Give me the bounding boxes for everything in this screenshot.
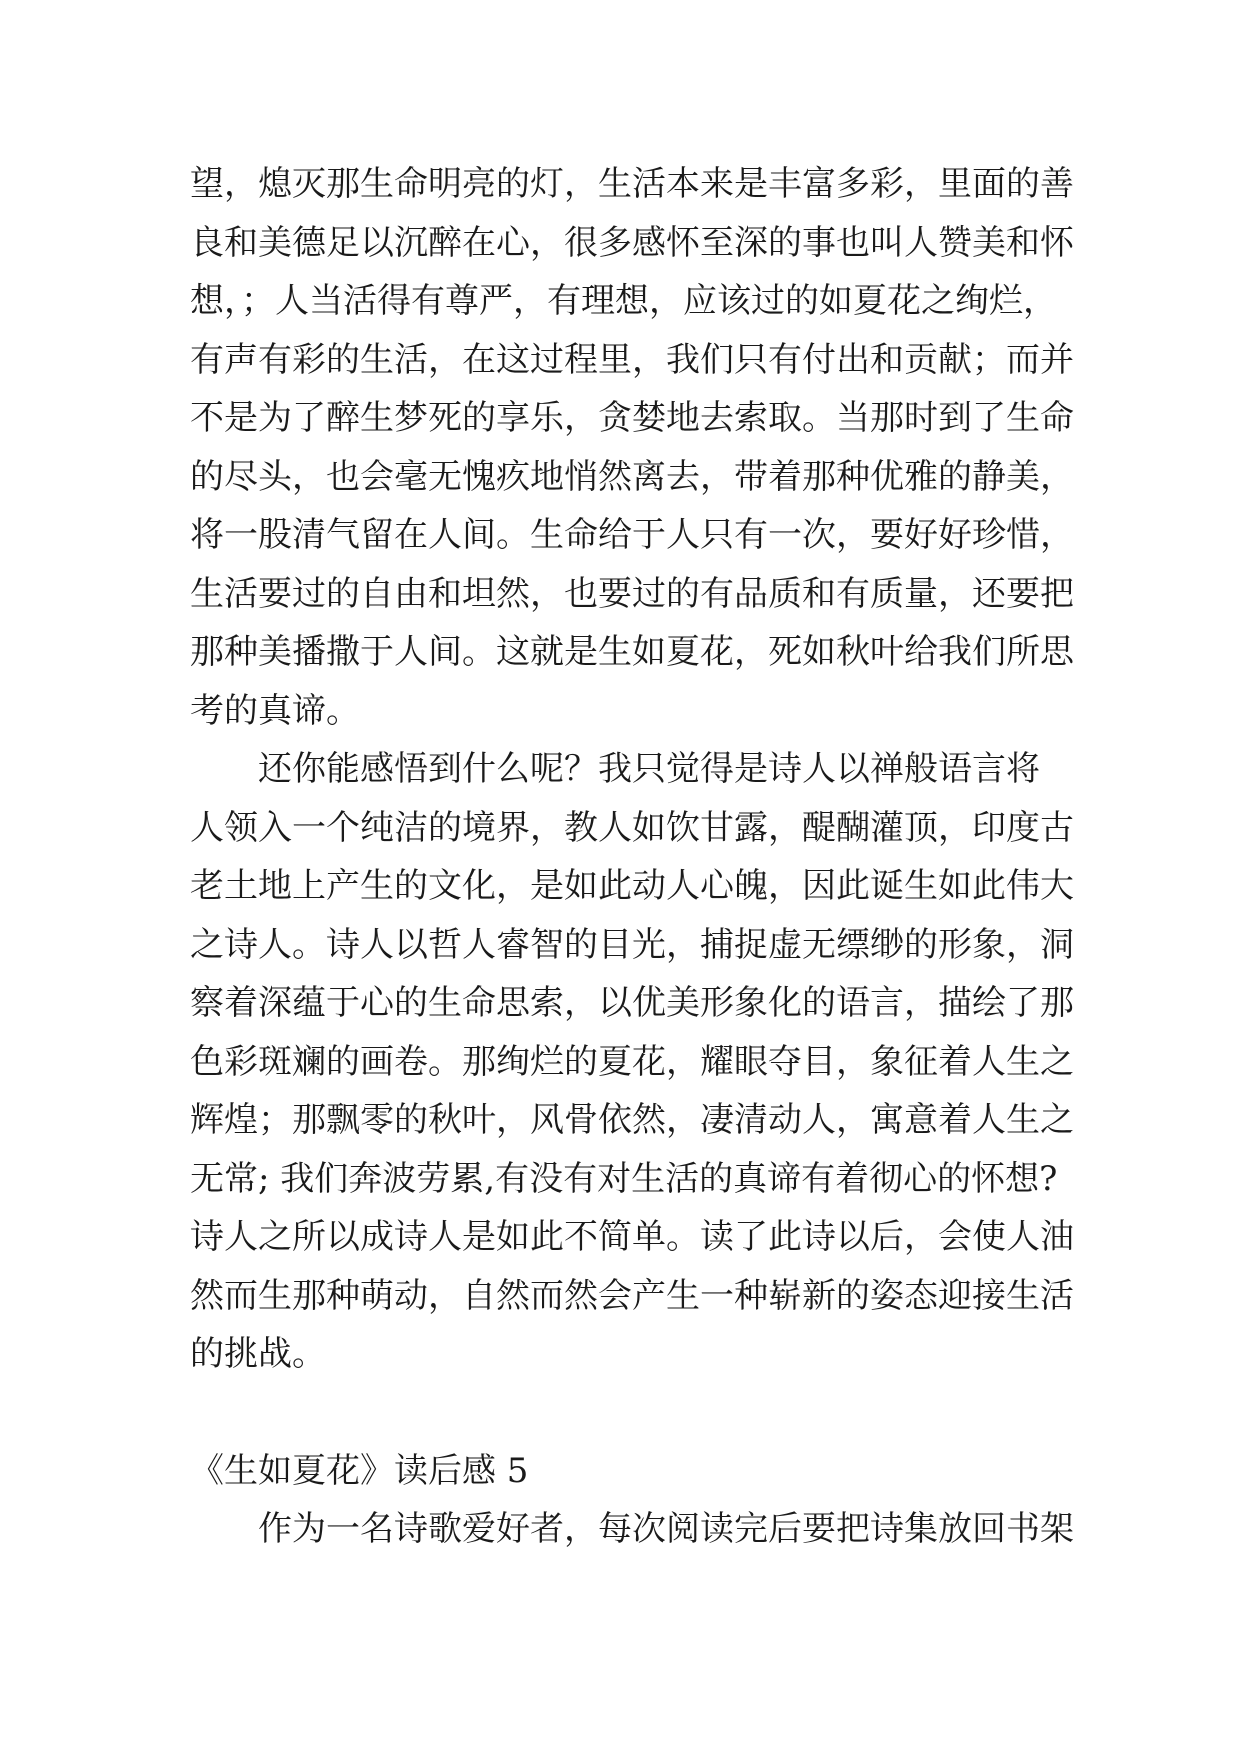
- text-line: 考的真谛。: [190, 690, 360, 731]
- text-line: 察着深蕴于心的生命思索，以优美形象化的语言，描绘了那: [190, 983, 1074, 1023]
- text-line: 还你能感悟到什么呢？我只觉得是诗人以禅般语言将: [190, 749, 1040, 789]
- paragraph-continuation: [190, 155, 1074, 740]
- text-line: 不是为了醉生梦死的享乐，贪婪地去索取。当那时到了生命: [190, 398, 1074, 438]
- text-line: 然而生那种萌动，自然而然会产生一种崭新的姿态迎接生活: [190, 1275, 1074, 1316]
- text-line: 想，；人当活得有尊严，有理想，应该过的如夏花之绚烂，: [190, 281, 1057, 321]
- text-line: 那种美播撒于人间。这就是生如夏花，死如秋叶给我们所思: [190, 632, 1074, 672]
- text-line: 作为一名诗歌爱好者，每次阅读完后要把诗集放回书架: [190, 1509, 1074, 1549]
- paragraph-new-section: [190, 1500, 1074, 1559]
- text-line: 望，熄灭那生命明亮的灯，生活本来是丰富多彩，里面的善: [190, 164, 1074, 204]
- text-line: 老土地上产生的文化，是如此动人心魄，因此诞生如此伟大: [190, 866, 1074, 906]
- text-line: 将一股清气留在人间。生命给于人只有一次，要好好珍惜，: [190, 515, 1074, 555]
- text-line: 辉煌；那飘零的秋叶，风骨依然，凄清动人，寓意着人生之: [190, 1100, 1074, 1140]
- text-line: 无常; 我们奔波劳累,有没有对生活的真谛有着彻心的怀想?: [190, 1158, 1058, 1199]
- section-heading: 《生如夏花》读后感 5: [190, 1450, 529, 1491]
- document-body: [190, 155, 1074, 1559]
- text-line: 的挑战。: [190, 1334, 326, 1374]
- text-line: 色彩斑斓的画卷。那绚烂的夏花，耀眼夺目，象征着人生之: [190, 1041, 1074, 1082]
- text-line: 诗人之所以成诗人是如此不简单。读了此诗以后，会使人油: [190, 1217, 1074, 1257]
- paragraph-reflection: [190, 740, 1074, 1384]
- text-line: 有声有彩的生活，在这过程里，我们只有付出和贡献；而并: [190, 339, 1074, 380]
- text-line: 良和美德足以沉醉在心，很多感怀至深的事也叫人赞美和怀: [190, 222, 1074, 263]
- text-line: 之诗人。诗人以哲人睿智的目光，捕捉虚无缥缈的形象，洞: [190, 924, 1074, 965]
- text-line: 人领入一个纯洁的境界，教人如饮甘露，醍醐灌顶，印度古: [190, 807, 1074, 848]
- text-line: 的尽头，也会毫无愧疚地悄然离去，带着那种优雅的静美，: [190, 456, 1074, 497]
- text-line: 生活要过的自由和坦然，也要过的有品质和有质量，还要把: [190, 573, 1074, 614]
